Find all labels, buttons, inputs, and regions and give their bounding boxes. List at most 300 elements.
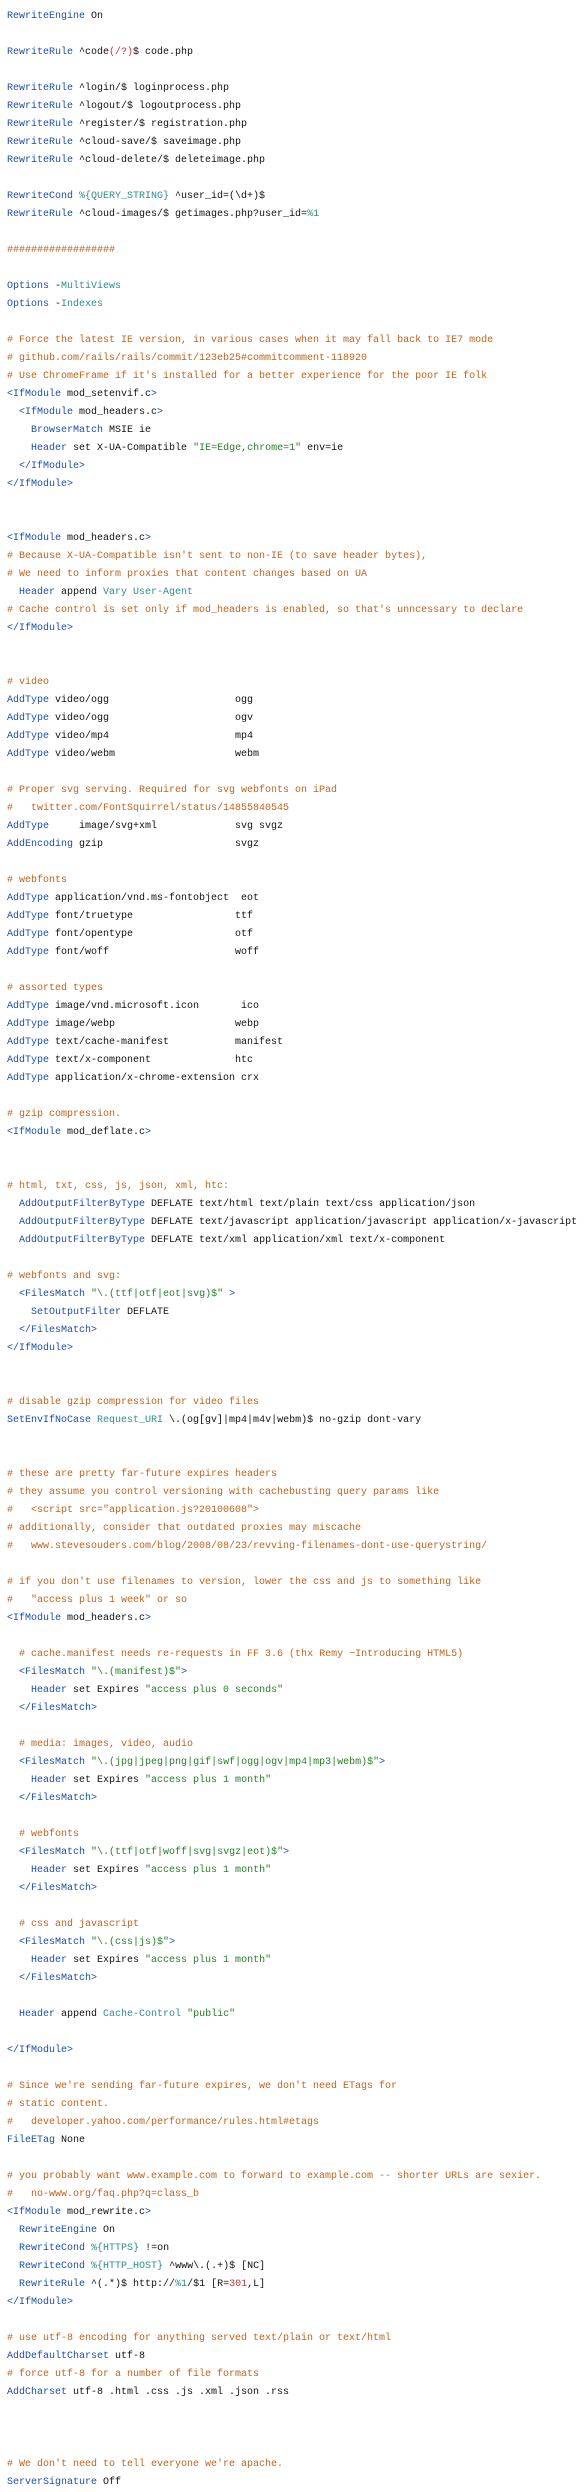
directive-token: RewriteRule	[19, 2279, 86, 2290]
blank-line	[7, 638, 586, 656]
directive-token: Header	[31, 1685, 68, 1696]
plain-token: env=ie	[301, 443, 344, 454]
tag-token: <IfModule	[7, 389, 62, 400]
code-line	[7, 980, 586, 998]
plain-token	[7, 1649, 19, 1660]
comment-token: # developer.yahoo.com/performance/rules.html#etags	[7, 2117, 320, 2128]
code-line	[7, 350, 586, 368]
code-line	[7, 2078, 586, 2096]
comment-token: # additionally, consider that outdated proxies may miscache	[7, 1523, 362, 1534]
plain-token: mod_headers.c	[61, 1613, 146, 1624]
comment-token: # Cache control is set only if mod_headers is enabled, so that's unncessary to declare	[7, 605, 524, 616]
number-token: 301	[229, 2279, 248, 2290]
blank-line	[7, 764, 586, 782]
variable-token: Indexes	[61, 299, 104, 310]
plain-token: append	[55, 2009, 104, 2020]
plain-token: set Expires	[67, 1865, 146, 1876]
directive-token: Header	[31, 1775, 68, 1786]
directive-token: AddType	[7, 947, 50, 958]
plain-token: set Expires	[67, 1955, 146, 1966]
comment-token: # use utf-8 encoding for anything served text/plain or text/html	[7, 2333, 392, 2344]
tag-token: <FilesMatch	[19, 1847, 86, 1858]
directive-token: AddType	[7, 1019, 50, 1030]
variable-token: Vary User-Agent	[103, 587, 194, 598]
directive-token: Header	[31, 1865, 68, 1876]
plain-token: DEFLATE text/xml application/xml text/x-component	[145, 1235, 446, 1246]
code-line	[7, 1322, 586, 1340]
code-line	[7, 602, 586, 620]
plain-token: text/x-component htc	[49, 1055, 254, 1066]
plain-token	[7, 1307, 31, 1318]
string-token: "IE=Edge,chrome=1"	[193, 443, 302, 454]
code-line	[7, 1844, 586, 1862]
comment-token: # gzip compression.	[7, 1109, 122, 1120]
code-line	[7, 800, 586, 818]
variable-token: %1	[175, 2279, 188, 2290]
plain-token: mod_rewrite.c	[61, 2207, 146, 2218]
directive-token: AddType	[7, 1073, 50, 1084]
tag-token: <IfModule	[7, 533, 62, 544]
comment-token: # no-www.org/faq.php?q=class_b	[7, 2189, 200, 2200]
plain-token	[7, 461, 19, 472]
directive-token: AddOutputFilterByType	[19, 1235, 146, 1246]
plain-token: DEFLATE text/javascript application/javascript application/x-javascript	[145, 1217, 578, 1228]
code-line	[7, 1124, 586, 1142]
code-line	[7, 422, 586, 440]
plain-token: image/svg+xml svg svgz	[49, 821, 284, 832]
blank-line	[7, 512, 586, 530]
directive-token: RewriteEngine	[19, 2225, 98, 2236]
tag-token: >	[145, 2207, 152, 2218]
comment-token: # <script src="application.js?20100608">	[7, 1505, 260, 1516]
plain-token	[7, 1937, 19, 1948]
plain-token: ^cloud-delete/$ deleteimage.php	[73, 155, 266, 166]
code-line	[7, 1754, 586, 1772]
code-line	[7, 1790, 586, 1808]
comment-token: # assorted types	[7, 983, 104, 994]
plain-token	[7, 2225, 19, 2236]
plain-token: ^www\.(.+)$ [NC]	[163, 2261, 266, 2272]
plain-token: video/mp4 mp4	[49, 731, 254, 742]
plain-token: set X-UA-Compatible	[67, 443, 194, 454]
code-line	[7, 818, 586, 836]
blank-line	[7, 1430, 586, 1448]
code-line	[7, 2456, 586, 2474]
code-line	[7, 530, 586, 548]
comment-token: # video	[7, 677, 50, 688]
blank-line	[7, 854, 586, 872]
variable-token: %{HTTP_HOST}	[91, 2261, 164, 2272]
directive-token: SetEnvIfNoCase	[7, 1415, 92, 1426]
directive-token: BrowserMatch	[31, 425, 104, 436]
tag-token: </IfModule>	[19, 461, 86, 472]
blank-line	[7, 1358, 586, 1376]
code-line	[7, 746, 586, 764]
blank-line	[7, 260, 586, 278]
blank-line	[7, 1250, 586, 1268]
blank-line	[7, 2420, 586, 2438]
blank-line	[7, 1556, 586, 1574]
string-token: "\.(css|js)$"	[91, 1937, 170, 1948]
code-line	[7, 1268, 586, 1286]
code-line	[7, 620, 586, 638]
code-line	[7, 440, 586, 458]
directive-token: AddType	[7, 929, 50, 940]
code-line	[7, 1646, 586, 1664]
plain-token	[7, 1235, 19, 1246]
variable-token: %{HTTPS}	[91, 2243, 140, 2254]
code-line	[7, 728, 586, 746]
code-line	[7, 1574, 586, 1592]
plain-token: DEFLATE text/html text/plain text/css application/json	[145, 1199, 476, 1210]
plain-token	[7, 2279, 19, 2290]
comment-token: # these are pretty far-future expires headers	[7, 1469, 278, 1480]
code-line	[7, 332, 586, 350]
directive-token: AddType	[7, 731, 50, 742]
tag-token: >	[169, 1937, 176, 1948]
directive-token: RewriteRule	[7, 137, 74, 148]
blank-line	[7, 314, 586, 332]
directive-token: FileETag	[7, 2135, 56, 2146]
comment-token: # twitter.com/FontSquirrel/status/14855840545	[7, 803, 290, 814]
code-line	[7, 1664, 586, 1682]
code-line	[7, 188, 586, 206]
comment-token: # Since we're sending far-future expires, we don't need ETags for	[7, 2081, 398, 2092]
plain-token: -	[49, 299, 62, 310]
string-token: "access plus 1 month"	[145, 1955, 272, 1966]
code-line	[7, 998, 586, 1016]
tag-token: </IfModule>	[7, 479, 74, 490]
code-line	[7, 386, 586, 404]
code-line	[7, 242, 586, 260]
code-line	[7, 1880, 586, 1898]
code-line	[7, 2474, 586, 2492]
code-line	[7, 1682, 586, 1700]
code-line	[7, 1736, 586, 1754]
directive-token: AddCharset	[7, 2387, 68, 2398]
blank-line	[7, 1628, 586, 1646]
tag-token: <IfModule	[7, 2207, 62, 2218]
code-line	[7, 2204, 586, 2222]
code-line	[7, 1484, 586, 1502]
tag-token: >	[151, 389, 158, 400]
code-line	[7, 2294, 586, 2312]
blank-line	[7, 1088, 586, 1106]
code-line	[7, 1052, 586, 1070]
variable-token: Cache-Control	[103, 2009, 182, 2020]
tag-token: >	[157, 407, 164, 418]
code-line	[7, 548, 586, 566]
variable-token: MultiViews	[61, 281, 122, 292]
plain-token	[7, 1685, 31, 1696]
plain-token: MSIE ie	[103, 425, 152, 436]
blank-line	[7, 2150, 586, 2168]
plain-token: ,L]	[247, 2279, 266, 2290]
directive-token: AddType	[7, 1037, 50, 1048]
code-line	[7, 278, 586, 296]
string-token: "access plus 1 month"	[145, 1775, 272, 1786]
code-line	[7, 1538, 586, 1556]
plain-token	[7, 407, 19, 418]
string-token: "\.(manifest)$"	[91, 1667, 182, 1678]
comment-token: # "access plus 1 week" or so	[7, 1595, 188, 1606]
comment-token: # Because X-UA-Compatible isn't sent to non-IE (to save header bytes),	[7, 551, 428, 562]
plain-token: mod_headers.c	[73, 407, 158, 418]
plain-token	[7, 1703, 19, 1714]
blank-line	[7, 62, 586, 80]
plain-token	[7, 1865, 31, 1876]
code-line	[7, 926, 586, 944]
code-line	[7, 476, 586, 494]
code-line	[7, 116, 586, 134]
plain-token: image/webp webp	[49, 1019, 260, 1030]
code-line	[7, 458, 586, 476]
directive-token: Header	[31, 443, 68, 454]
tag-token: </IfModule>	[7, 623, 74, 634]
blank-line	[7, 1808, 586, 1826]
code-line	[7, 1340, 586, 1358]
directive-token: Header	[31, 1955, 68, 1966]
tag-token: </FilesMatch>	[19, 1325, 98, 1336]
plain-token	[7, 1667, 19, 1678]
directive-token: AddType	[7, 893, 50, 904]
plain-token: font/truetype ttf	[49, 911, 254, 922]
blank-line	[7, 2024, 586, 2042]
code-line	[7, 2240, 586, 2258]
code-line	[7, 2348, 586, 2366]
number-token: (/?)	[109, 47, 134, 58]
comment-token: # www.stevesouders.com/blog/2008/08/23/revving-filenames-dont-use-querystring/	[7, 1541, 488, 1552]
comment-token: # webfonts	[7, 875, 68, 886]
plain-token	[7, 1883, 19, 1894]
directive-token: RewriteEngine	[7, 11, 86, 22]
code-listing	[7, 8, 586, 2492]
code-line	[7, 2366, 586, 2384]
comment-token: # you probably want www.example.com to forward to example.com -- shorter URLs are sexier.	[7, 2171, 542, 2182]
code-line	[7, 2330, 586, 2348]
tag-token: <FilesMatch	[19, 1937, 86, 1948]
code-line	[7, 1466, 586, 1484]
directive-token: AddType	[7, 713, 50, 724]
plain-token: mod_setenvif.c	[61, 389, 152, 400]
string-token: "\.(ttf|otf|eot|svg)$"	[91, 1289, 224, 1300]
code-line	[7, 1070, 586, 1088]
code-line	[7, 836, 586, 854]
directive-token: SetOutputFilter	[31, 1307, 122, 1318]
plain-token: On	[97, 2225, 116, 2236]
directive-token: Options	[7, 281, 50, 292]
tag-token: </FilesMatch>	[19, 1793, 98, 1804]
code-line	[7, 1934, 586, 1952]
directive-token: AddType	[7, 911, 50, 922]
code-line	[7, 1214, 586, 1232]
plain-token	[7, 587, 19, 598]
code-line	[7, 566, 586, 584]
tag-token: >	[145, 533, 152, 544]
plain-token: set Expires	[67, 1685, 146, 1696]
plain-token: ^login/$ loginprocess.php	[73, 83, 230, 94]
code-line	[7, 674, 586, 692]
code-line	[7, 1592, 586, 1610]
plain-token: gzip svgz	[73, 839, 260, 850]
directive-token: RewriteRule	[7, 155, 74, 166]
code-line	[7, 2384, 586, 2402]
plain-token: video/ogg ogg	[49, 695, 254, 706]
variable-token: Request_URI	[97, 1415, 164, 1426]
plain-token: set Expires	[67, 1775, 146, 1786]
blank-line	[7, 962, 586, 980]
code-line	[7, 908, 586, 926]
plain-token: mod_headers.c	[61, 533, 146, 544]
plain-token	[7, 1739, 19, 1750]
string-token: "access plus 1 month"	[145, 1865, 272, 1876]
blank-line	[7, 1376, 586, 1394]
tag-token: </FilesMatch>	[19, 1703, 98, 1714]
directive-token: AddType	[7, 821, 50, 832]
tag-token: >	[145, 1127, 152, 1138]
code-line	[7, 1826, 586, 1844]
code-line	[7, 1034, 586, 1052]
comment-token: # webfonts	[19, 1829, 80, 1840]
tag-token: >	[229, 1289, 236, 1300]
code-line	[7, 1232, 586, 1250]
tag-token: <FilesMatch	[19, 1667, 86, 1678]
code-line	[7, 710, 586, 728]
plain-token: utf-8	[109, 2351, 146, 2362]
plain-token	[7, 1217, 19, 1228]
code-line	[7, 134, 586, 152]
code-line	[7, 1394, 586, 1412]
plain-token: -	[49, 281, 62, 292]
plain-token: font/opentype otf	[49, 929, 254, 940]
plain-token	[7, 2261, 19, 2272]
plain-token: On	[85, 11, 104, 22]
plain-token: DEFLATE	[121, 1307, 170, 1318]
code-line	[7, 1970, 586, 1988]
plain-token	[7, 1757, 19, 1768]
plain-token: video/ogg ogv	[49, 713, 254, 724]
plain-token	[7, 1955, 31, 1966]
plain-token: !=on	[139, 2243, 170, 2254]
directive-token: RewriteCond	[19, 2243, 86, 2254]
directive-token: RewriteCond	[19, 2261, 86, 2272]
plain-token: ^code	[73, 47, 110, 58]
directive-token: RewriteRule	[7, 119, 74, 130]
plain-token	[7, 425, 31, 436]
plain-token: ^cloud-images/$ getimages.php?user_id=	[73, 209, 308, 220]
tag-token: </IfModule>	[7, 2045, 74, 2056]
plain-token: append	[55, 587, 104, 598]
variable-token: %{QUERY_STRING}	[79, 191, 170, 202]
plain-token	[7, 1775, 31, 1786]
directive-token: AddDefaultCharset	[7, 2351, 110, 2362]
tag-token: >	[379, 1757, 386, 1768]
code-line	[7, 44, 586, 62]
code-line	[7, 872, 586, 890]
plain-token	[7, 1973, 19, 1984]
plain-token	[7, 1325, 19, 1336]
plain-token	[7, 1919, 19, 1930]
plain-token: ^logout/$ logoutprocess.php	[73, 101, 242, 112]
blank-line	[7, 1718, 586, 1736]
comment-token: # css and javascript	[19, 1919, 140, 1930]
code-line	[7, 890, 586, 908]
code-line	[7, 1520, 586, 1538]
comment-token: # We don't need to tell everyone we're apache.	[7, 2459, 284, 2470]
blank-line	[7, 2060, 586, 2078]
tag-token: <IfModule	[19, 407, 74, 418]
blank-line	[7, 2438, 586, 2456]
directive-token: Header	[19, 587, 56, 598]
code-line	[7, 2132, 586, 2150]
variable-token: %1	[307, 209, 320, 220]
code-line	[7, 1772, 586, 1790]
tag-token: <IfModule	[7, 1613, 62, 1624]
blank-line	[7, 1160, 586, 1178]
directive-token: AddOutputFilterByType	[19, 1199, 146, 1210]
comment-token: # We need to inform proxies that content changes based on UA	[7, 569, 368, 580]
tag-token: </FilesMatch>	[19, 1883, 98, 1894]
code-line	[7, 692, 586, 710]
string-token: "\.(jpg|jpeg|png|gif|swf|ogg|ogv|mp4|mp3|webm)$"	[91, 1757, 380, 1768]
string-token: "access plus 0 seconds"	[145, 1685, 284, 1696]
plain-token	[7, 1289, 19, 1300]
directive-token: Header	[19, 2009, 56, 2020]
comment-token: # force utf-8 for a number of file formats	[7, 2369, 260, 2380]
code-line	[7, 782, 586, 800]
plain-token: application/vnd.ms-fontobject eot	[49, 893, 260, 904]
string-token: "\.(ttf|otf|woff|svg|svgz|eot)$"	[91, 1847, 284, 1858]
blank-line	[7, 2402, 586, 2420]
code-line	[7, 1916, 586, 1934]
code-line	[7, 1952, 586, 1970]
directive-token: AddType	[7, 1001, 50, 1012]
comment-token: # Proper svg serving. Required for svg webfonts on iPad	[7, 785, 338, 796]
tag-token: >	[145, 1613, 152, 1624]
plain-token: Off	[97, 2477, 122, 2488]
plain-token: utf-8 .html .css .js .xml .json .rss	[67, 2387, 290, 2398]
comment-token: # if you don't use filenames to version, lower the css and js to something like	[7, 1577, 482, 1588]
comment-token: # media: images, video, audio	[19, 1739, 194, 1750]
code-line	[7, 2042, 586, 2060]
tag-token: <IfModule	[7, 1127, 62, 1138]
plain-token: \.(og[gv]|mp4|m4v|webm)$ no-gzip dont-vary	[163, 1415, 422, 1426]
blank-line	[7, 1988, 586, 2006]
plain-token: ^user_id=(\d+)$	[169, 191, 266, 202]
code-line	[7, 2186, 586, 2204]
comment-token: # html, txt, css, js, json, xml, htc:	[7, 1181, 230, 1192]
code-line	[7, 1610, 586, 1628]
directive-token: AddOutputFilterByType	[19, 1217, 146, 1228]
directive-token: RewriteRule	[7, 83, 74, 94]
blank-line	[7, 656, 586, 674]
code-line	[7, 1196, 586, 1214]
comment-token: # Use ChromeFrame if it's installed for a better experience for the poor IE folk	[7, 371, 488, 382]
plain-token	[7, 1199, 19, 1210]
plain-token: /$1 [R=	[187, 2279, 230, 2290]
blank-line	[7, 2312, 586, 2330]
comment-token: # they assume you control versioning with cachebusting query params like	[7, 1487, 440, 1498]
directive-token: ServerSignature	[7, 2477, 98, 2488]
tag-token: <FilesMatch	[19, 1289, 86, 1300]
plain-token: font/woff woff	[49, 947, 260, 958]
plain-token: application/x-chrome-extension crx	[49, 1073, 260, 1084]
plain-token	[7, 1793, 19, 1804]
code-line	[7, 2114, 586, 2132]
code-line	[7, 1412, 586, 1430]
directive-token: AddType	[7, 1055, 50, 1066]
tag-token: >	[181, 1667, 188, 1678]
